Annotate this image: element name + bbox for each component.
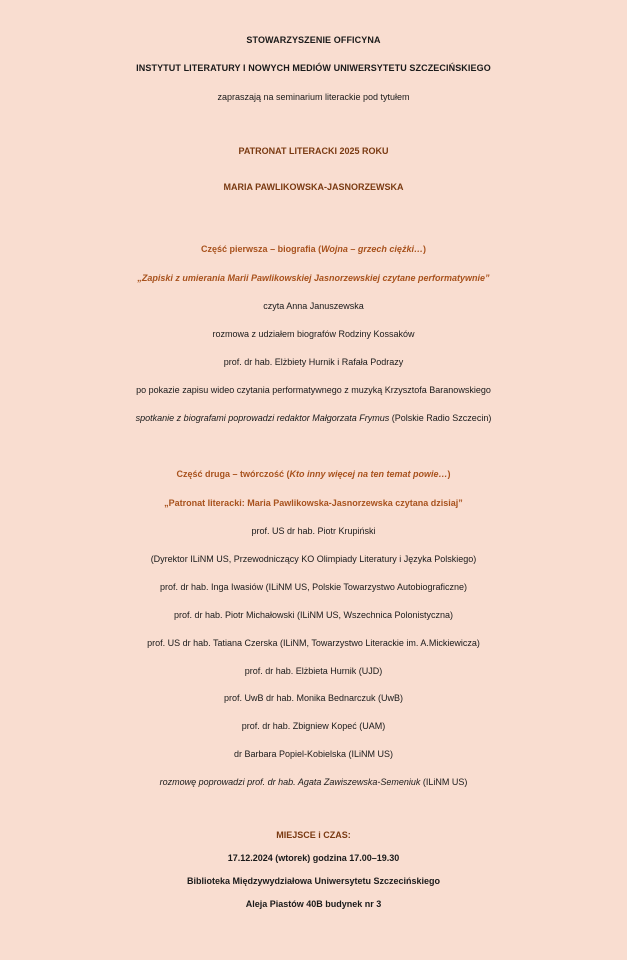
part2-line: prof. US dr hab. Tatiana Czerska (ILiNM, Towarzystwo Literackie im. A.Mickiewicza) — [147, 638, 480, 648]
part2-line: prof. UwB dr hab. Monika Bednarczuk (UwB) — [223, 693, 404, 703]
part2-subtitle: „Patronat literacki: Maria Pawlikowska-Jasnorzewska czytana dzisiaj” — [164, 498, 463, 508]
part2-line: prof. dr hab. Inga Iwasiów (ILiNM US, Polskie Towarzystwo Autobiograficzne) — [160, 582, 467, 592]
part2-moderator: rozmowę poprowadzi prof. dr hab. Agata Zawiszewska-Semeniuk (ILiNM US) — [159, 777, 468, 787]
organizer-2: INSTYTUT LITERATURY I NOWYCH MEDIÓW UNIWERSYTETU SZCZECIŃSKIEGO — [136, 63, 491, 73]
place-venue: Biblioteka Międzywydziałowa Uniwersytetu Szczecińskiego — [186, 876, 441, 886]
part2-line: prof. dr hab. Elżbieta Hurnik (UJD) — [244, 666, 383, 676]
part1-line: prof. dr hab. Elżbiety Hurnik i Rafała Podrazy — [223, 357, 404, 367]
part2-line: prof. dr hab. Piotr Michałowski (ILiNM US, Wszechnica Polonistyczna) — [173, 610, 454, 620]
part2-line: dr Barbara Popiel-Kobielska (ILiNM US) — [233, 749, 394, 759]
place-heading: MIEJSCE i CZAS: — [276, 830, 351, 840]
part1-moderator: spotkanie z biografami poprowadzi redaktor Małgorzata Frymus (Polskie Radio Szczecin) — [135, 413, 492, 423]
part1-line: rozmowa z udziałem biografów Rodziny Kossaków — [212, 329, 415, 339]
part1-subtitle: „Zapiski z umierania Marii Pawlikowskiej Jasnorzewskiej czytane performatywnie” — [137, 273, 490, 283]
title-line-2: MARIA PAWLIKOWSKA-JASNORZEWSKA — [223, 182, 404, 192]
part2-line: prof. US dr hab. Piotr Krupiński — [251, 526, 376, 536]
part2-line: prof. dr hab. Zbigniew Kopeć (UAM) — [241, 721, 386, 731]
part2-heading: Część druga – twórczość (Kto inny więcej na ten temat powie…) — [176, 469, 451, 479]
intro-text: zapraszają na seminarium literackie pod tytułem — [217, 92, 410, 102]
place-address: Aleja Piastów 40B budynek nr 3 — [245, 899, 382, 909]
part1-line: po pokazie zapisu wideo czytania performatywnego z muzyką Krzysztofa Baranowskiego — [136, 385, 491, 395]
part1-line: czyta Anna Januszewska — [263, 301, 364, 311]
title-line-1: PATRONAT LITERACKI 2025 ROKU — [238, 146, 389, 156]
part2-line: (Dyrektor ILiNM US, Przewodniczący KO Olimpiady Literatury i Języka Polskiego) — [150, 554, 477, 564]
part1-heading: Część pierwsza – biografia (Wojna – grzech ciężki…) — [201, 244, 426, 254]
organizer-1: STOWARZYSZENIE OFFICYNA — [246, 35, 381, 45]
place-date: 17.12.2024 (wtorek) godzina 17.00–19.30 — [227, 853, 400, 863]
